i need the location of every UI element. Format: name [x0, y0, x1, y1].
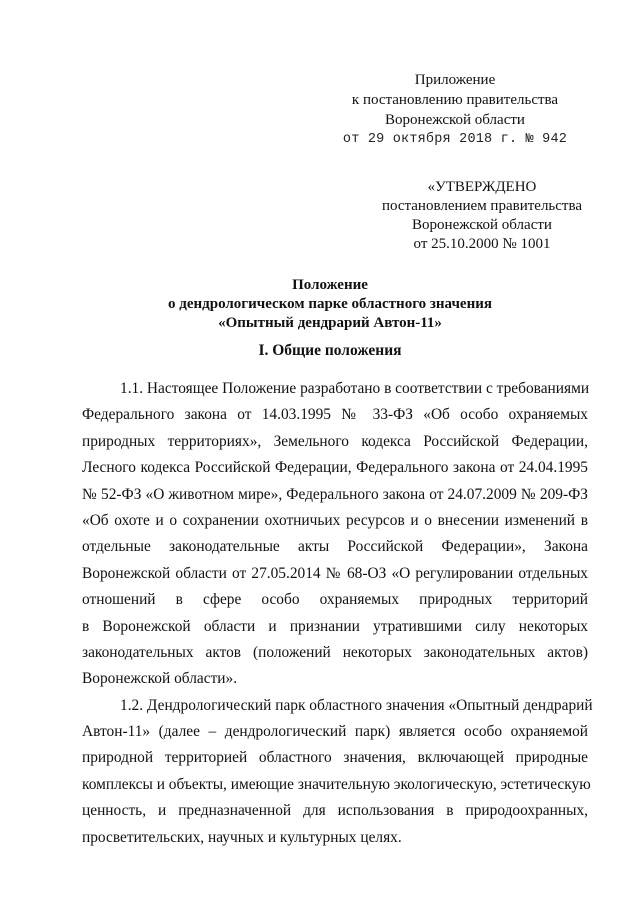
annex-reference: к постановлению правительства: [351, 92, 559, 108]
paragraph-line: Воронежской области от 27.05.2014 № 68-ОЗ «О регулировании отдельных: [82, 564, 588, 582]
annex-region: Воронежской области: [385, 112, 525, 128]
paragraph-line: Воронежской области».: [82, 670, 238, 688]
paragraph-line: 1.2. Дендрологический парк областного значения «Опытный дендрарий: [120, 696, 593, 714]
annex-header: [330, 70, 580, 150]
paragraph-line: отдельные законодательные акты Российской Федерации», Закона: [82, 538, 588, 556]
approval-date-number: от 25.10.2000 № 1001: [413, 236, 551, 252]
paragraph-line: в Воронежской области и признании утратившими силу некоторых: [82, 617, 588, 635]
paragraph-line: природной территорией областного значения, включающей природные: [82, 749, 588, 767]
annex-title: Приложение: [414, 72, 496, 88]
body-text: [82, 376, 593, 851]
paragraph-line: 1.1. Настоящее Положение разработано в соответствии с требованиями: [120, 380, 590, 397]
title-line-3: «Опытный дендрарий Автон-11»: [218, 315, 442, 331]
annex-date-number-stamp: от 29 октября 2018 г. № 942: [342, 132, 568, 147]
title-line-2: о дендрологическом парке областного значения: [168, 296, 492, 312]
approval-region: Воронежской области: [412, 217, 552, 233]
approval-block: [372, 178, 592, 254]
paragraph-1-1: [82, 376, 588, 693]
paragraph-line: Лесного кодекса Российской Федерации, Федерального закона от 24.04.1995: [82, 459, 588, 477]
paragraph-line: просветительских, научных и культурных целях.: [82, 828, 402, 846]
paragraph-1-2: [82, 693, 593, 851]
paragraph-line: № 52-ФЗ «О животном мире», Федерального закона от 24.07.2009 № 209-ФЗ: [82, 485, 588, 503]
paragraph-line: Автон-11» (далее – дендрологический парк) является особо охраняемой: [82, 723, 588, 741]
section-heading: I. Общие положения: [258, 342, 402, 359]
approval-by: постановлением правительства: [381, 198, 583, 214]
paragraph-line: «Об охоте и о сохранении охотничьих ресурсов и о внесении изменений в: [82, 511, 588, 529]
document-title: [60, 276, 600, 333]
paragraph-line: комплексы и объекты, имеющие значительную экологическую, эстетическую: [82, 775, 591, 793]
paragraph-line: отношений в сфере особо охраняемых природных территорий: [82, 591, 588, 609]
paragraph-line: Федерального закона от 14.03.1995 № 33-ФЗ «Об особо охраняемых: [82, 406, 588, 424]
paragraph-line: ценность, и предназначенной для использования в природоохранных,: [82, 802, 588, 820]
approval-title: «УТВЕРЖДЕНО: [427, 179, 537, 195]
paragraph-line: природных территориях», Земельного кодекса Российской Федерации,: [82, 432, 588, 450]
paragraph-line: законодательных актов (положений некоторых законодательных актов): [82, 643, 588, 661]
title-line-1: Положение: [292, 277, 368, 293]
